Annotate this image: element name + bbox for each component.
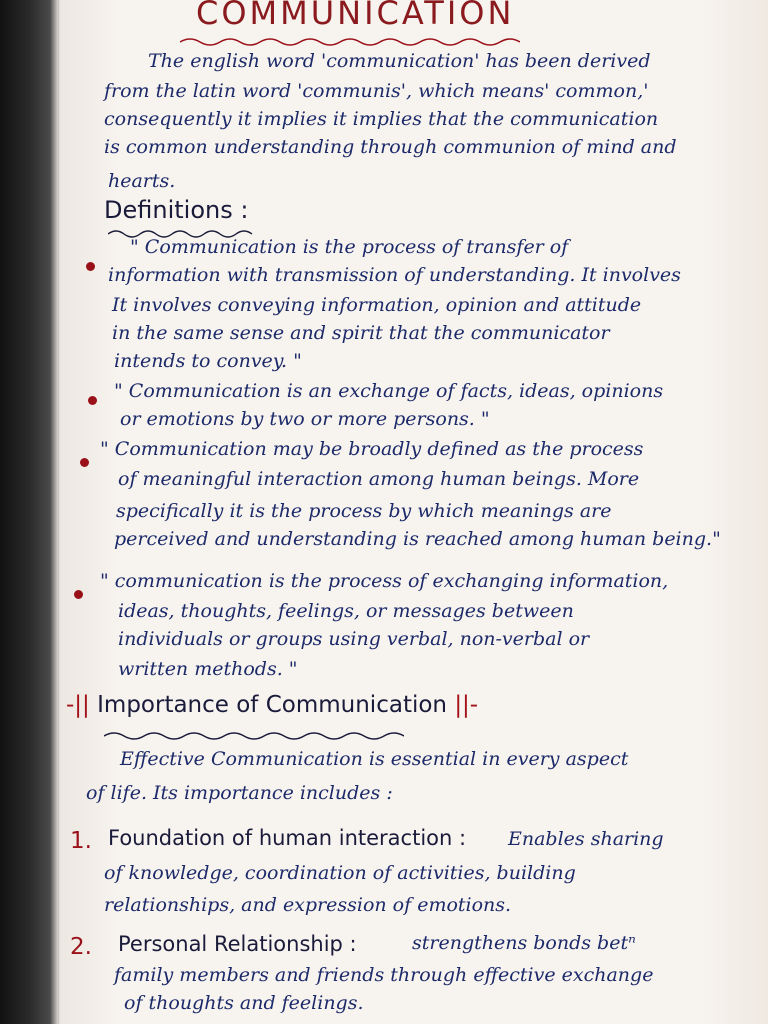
intro-line: from the latin word 'communis', which means' common,'	[104, 80, 649, 102]
page-title: COMMUNICATION	[196, 0, 515, 32]
bullet-dot	[86, 262, 95, 271]
point-number: 2.	[70, 934, 92, 960]
point-title: Foundation of human interaction :	[108, 826, 467, 850]
bullet-dot	[74, 590, 83, 599]
notebook-spine	[0, 0, 58, 1024]
definition-line: in the same sense and spirit that the communicator	[112, 322, 610, 344]
point-line: family members and friends through effective exchange	[114, 964, 654, 986]
definition-line: or emotions by two or more persons. "	[120, 408, 490, 430]
definition-line: specifically it is the process by which meanings are	[116, 500, 612, 522]
definition-line: intends to convey. "	[114, 350, 302, 372]
intro-line: hearts.	[108, 170, 176, 192]
importance-intro-line: of life. Its importance includes :	[86, 782, 393, 804]
point-line: strengthens bonds betⁿ	[412, 932, 636, 954]
importance-underline	[104, 730, 404, 740]
heading-prefix: -||	[66, 692, 90, 718]
definition-line: " communication is the process of exchanging information,	[100, 570, 669, 592]
definition-line: It involves conveying information, opinion and attitude	[112, 294, 642, 316]
point-line: of thoughts and feelings.	[124, 992, 364, 1014]
definition-line: individuals or groups using verbal, non-verbal or	[118, 628, 590, 650]
definition-line: information with transmission of understanding. It involves	[108, 264, 681, 286]
bullet-dot	[88, 396, 97, 405]
definition-line: " Communication may be broadly defined as the process	[100, 438, 644, 460]
definition-line: ideas, thoughts, feelings, or messages between	[118, 600, 574, 622]
intro-line: consequently it implies it implies that the communication	[104, 108, 659, 130]
definition-line: " Communication is the process of transfer of	[130, 236, 569, 258]
point-line: Enables sharing	[508, 828, 664, 850]
importance-intro-line: Effective Communication is essential in every aspect	[120, 748, 629, 770]
intro-line: The english word 'communication' has been derived	[148, 50, 651, 72]
importance-heading: Importance of Communication	[97, 692, 447, 718]
bullet-dot	[80, 458, 89, 467]
definition-line: of meaningful interaction among human beings. More	[118, 468, 640, 490]
definition-line: written methods. "	[118, 658, 298, 680]
definitions-heading: Definitions :	[104, 196, 249, 224]
point-line: relationships, and expression of emotions.	[104, 894, 512, 916]
point-line: of knowledge, coordination of activities, building	[104, 862, 576, 884]
title-underline	[180, 36, 520, 46]
intro-line: is common understanding through communion of mind and	[104, 136, 677, 158]
importance-heading-row	[66, 692, 478, 718]
definition-line: perceived and understanding is reached among human being."	[114, 528, 721, 550]
point-number: 1.	[70, 828, 92, 854]
heading-suffix: ||-	[454, 692, 479, 718]
point-title: Personal Relationship :	[118, 932, 357, 956]
definition-line: " Communication is an exchange of facts, ideas, opinions	[114, 380, 664, 402]
